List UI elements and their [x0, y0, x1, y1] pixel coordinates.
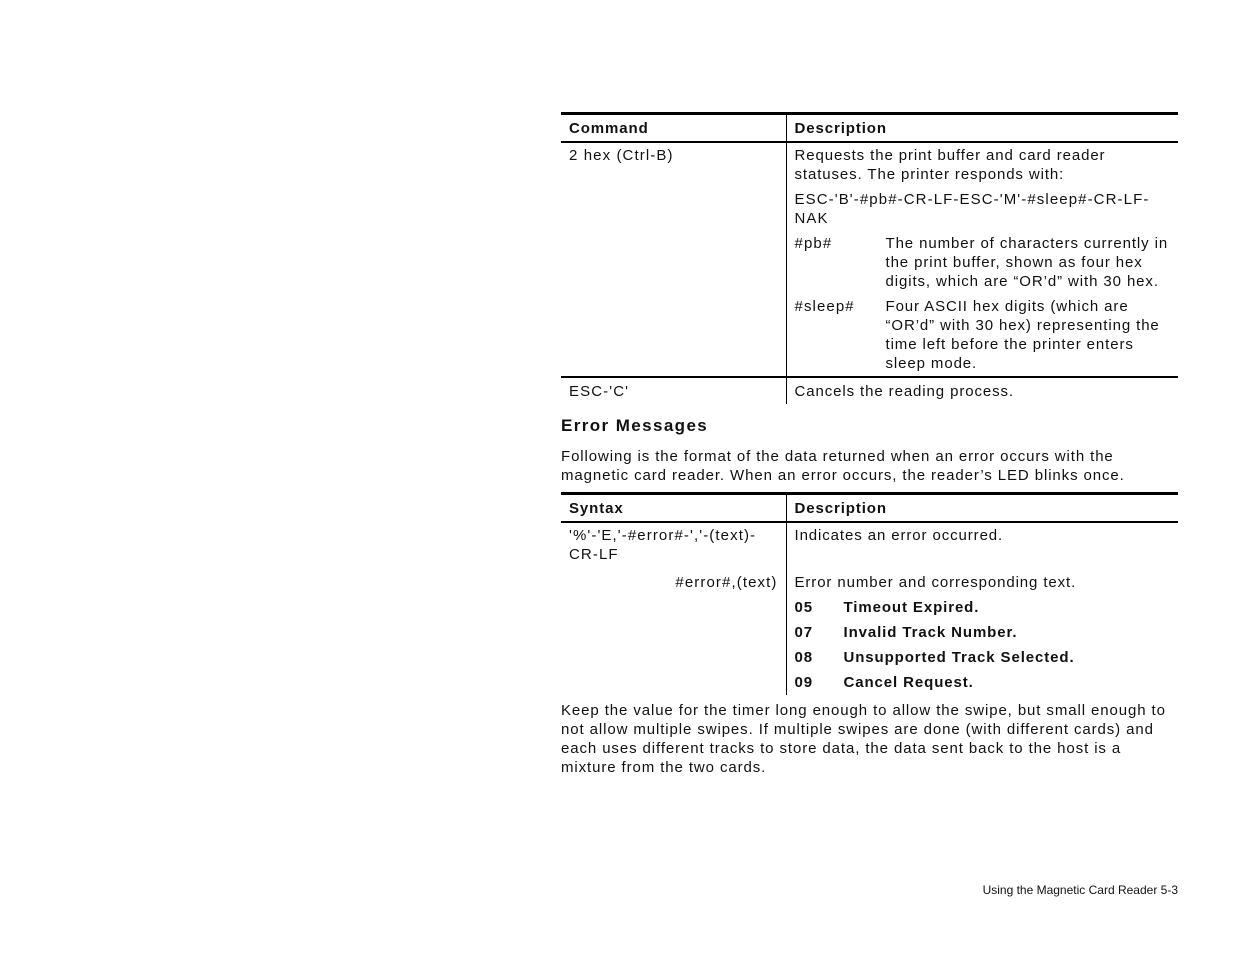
table-row: [561, 567, 1178, 595]
error-text: Timeout Expired.: [843, 599, 980, 616]
error-code: 08: [794, 649, 813, 666]
description-cell: [786, 142, 1178, 377]
error-text: Invalid Track Number.: [843, 624, 1018, 641]
error-code-item: [786, 645, 1178, 670]
definition-key: #sleep#: [794, 298, 855, 315]
definition-value: The number of characters currently in the print buffer, shown as four hex digits, which are “OR’d” with 30 hex.: [885, 235, 1169, 290]
response-format: ESC-'B'-#pb#-CR-LF-ESC-'M'-#sleep#-CR-LF-NAK: [794, 191, 1150, 227]
table-row: [561, 377, 1178, 404]
command-table-header: [561, 114, 1178, 143]
error-code-item: [786, 595, 1178, 620]
definition-key: #pb#: [794, 235, 833, 252]
table-row: [561, 670, 1178, 695]
description-cell: Error number and corresponding text.: [786, 567, 1178, 595]
error-code-item: [786, 620, 1178, 645]
table-row: [561, 620, 1178, 645]
closing-paragraph: Keep the value for the timer long enough to allow the swipe, but small enough to not allow multiple swipes. If multiple swipes are done (with different cards) and each uses different tracks to store data, the data sent back to the host is a mixture from the two cards.: [561, 702, 1166, 776]
definition-item: [795, 297, 1171, 373]
command-table: [561, 112, 1178, 404]
description-cell: Cancels the reading process.: [786, 377, 1178, 404]
syntax-table: [561, 492, 1178, 695]
error-code: 09: [794, 674, 813, 691]
page-footer: Using the Magnetic Card Reader 5-3: [982, 883, 1178, 897]
syntax-cell: '%'-'E,'-#error#-','-(text)-CR-LF: [569, 527, 757, 563]
command-cell: ESC-'C': [561, 377, 786, 404]
syntax-table-header: [561, 494, 1178, 523]
description-column-header: Description: [786, 114, 1178, 143]
error-code: 05: [794, 599, 813, 616]
syntax-cell: #error#,(text): [675, 574, 778, 591]
intro-paragraph: Following is the format of the data returned when an error occurs with the magnetic card reader. When an error occurs, the reader’s LED blinks once.: [561, 448, 1125, 484]
page-content: [561, 112, 1178, 777]
table-row: [561, 142, 1178, 377]
description-column-header: Description: [786, 494, 1178, 523]
definition-value: Four ASCII hex digits (which are “OR’d” with 30 hex) representing the time left before the printer enters sleep mode.: [885, 298, 1160, 372]
error-code-item: [786, 670, 1178, 695]
table-row: [561, 645, 1178, 670]
error-text: Unsupported Track Selected.: [843, 649, 1075, 666]
table-row: [561, 595, 1178, 620]
section-heading: Error Messages: [561, 416, 709, 435]
definition-item: [795, 234, 1171, 291]
table-row: [561, 522, 1178, 567]
command-cell: 2 hex (Ctrl-B): [569, 147, 674, 164]
command-column-header: Command: [561, 114, 786, 143]
error-text: Cancel Request.: [843, 674, 974, 691]
syntax-column-header: Syntax: [561, 494, 786, 523]
description-text: Requests the print buffer and card reader statuses. The printer responds with:: [794, 147, 1106, 183]
error-code: 07: [794, 624, 813, 641]
description-cell: Indicates an error occurred.: [786, 522, 1178, 567]
